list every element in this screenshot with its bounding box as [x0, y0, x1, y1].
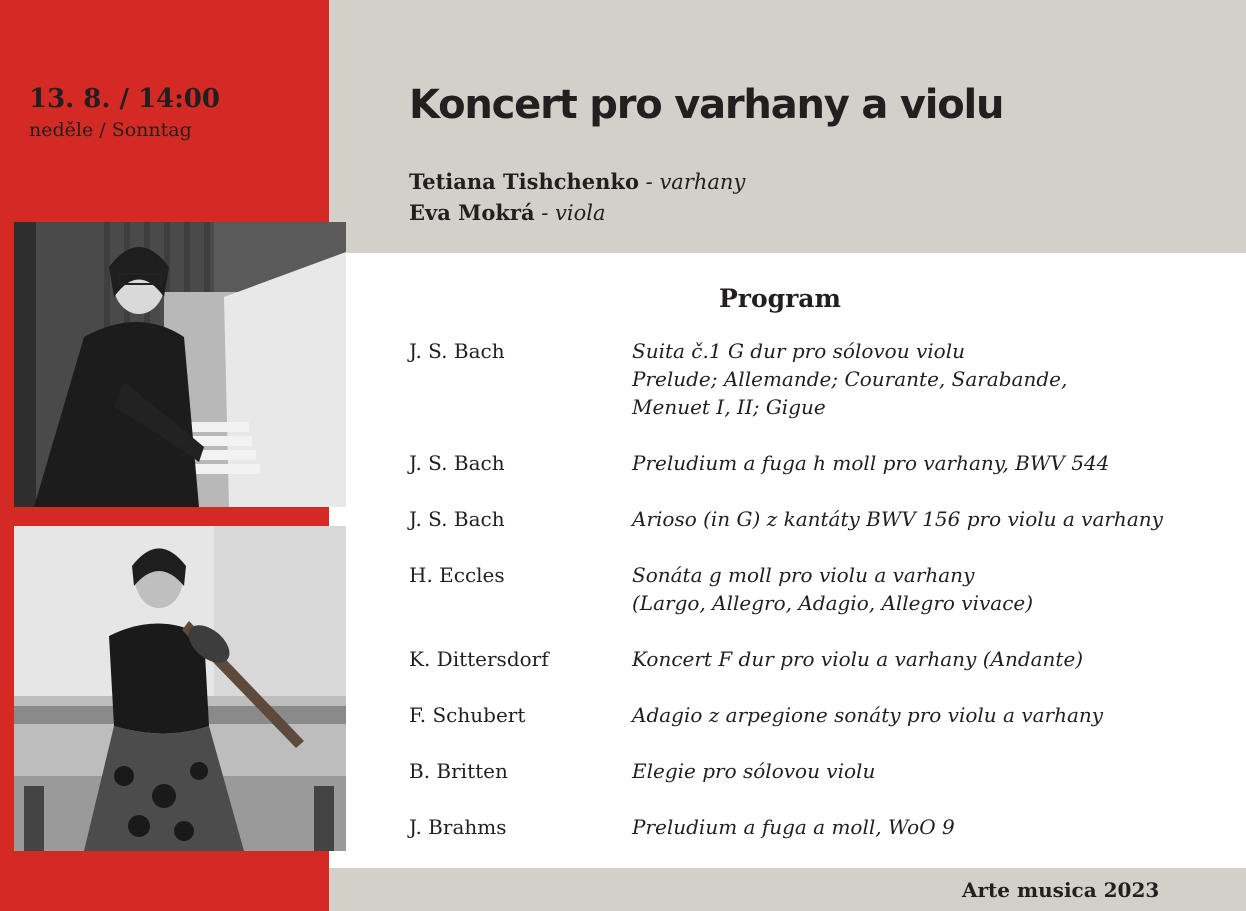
performer-name: Eva Mokrá	[409, 200, 535, 225]
program-composer: H. Eccles	[409, 563, 505, 587]
program-piece: Sonáta g moll pro violu a varhany	[632, 563, 975, 587]
program-piece: Menuet I, II; Gigue	[632, 395, 826, 419]
program-composer: J. S. Bach	[409, 339, 505, 363]
program-piece: Suita č.1 G dur pro sólovou violu	[632, 339, 965, 363]
program-piece: Preludium a fuga a moll, WoO 9	[632, 815, 955, 839]
program-piece: Prelude; Allemande; Courante, Sarabande,	[632, 367, 1068, 391]
performer-role: - viola	[534, 201, 606, 225]
program-piece: Elegie pro sólovou violu	[632, 759, 876, 783]
organist-photo	[14, 222, 346, 507]
footer-label: Arte musica 2023	[962, 878, 1160, 902]
program-composer: B. Britten	[409, 759, 508, 783]
program-composer: J. Brahms	[409, 815, 507, 839]
program-piece: Adagio z arpegione sonáty pro violu a varhany	[632, 703, 1104, 727]
performer-1	[409, 169, 745, 194]
program-composer: F. Schubert	[409, 703, 526, 727]
program-heading: Program	[719, 284, 841, 313]
event-days: neděle / Sonntag	[29, 119, 192, 141]
program-piece: Koncert F dur pro violu a varhany (Andante)	[632, 647, 1084, 671]
performer-role: - varhany	[639, 170, 746, 194]
page-title: Koncert pro varhany a violu	[409, 82, 1004, 128]
program-composer: J. S. Bach	[409, 507, 505, 531]
performer-2	[409, 200, 606, 225]
program-composer: J. S. Bach	[409, 451, 505, 475]
event-date-time: 13. 8. / 14:00	[29, 84, 220, 114]
performer-name: Tetiana Tishchenko	[409, 169, 639, 194]
program-piece: Preludium a fuga h moll pro varhany, BWV 544	[632, 451, 1110, 475]
program-composer: K. Dittersdorf	[409, 647, 549, 671]
violist-photo	[14, 526, 346, 851]
program-piece: Arioso (in G) z kantáty BWV 156 pro violu a varhany	[632, 507, 1163, 531]
program-piece: (Largo, Allegro, Adagio, Allegro vivace)	[632, 591, 1034, 615]
